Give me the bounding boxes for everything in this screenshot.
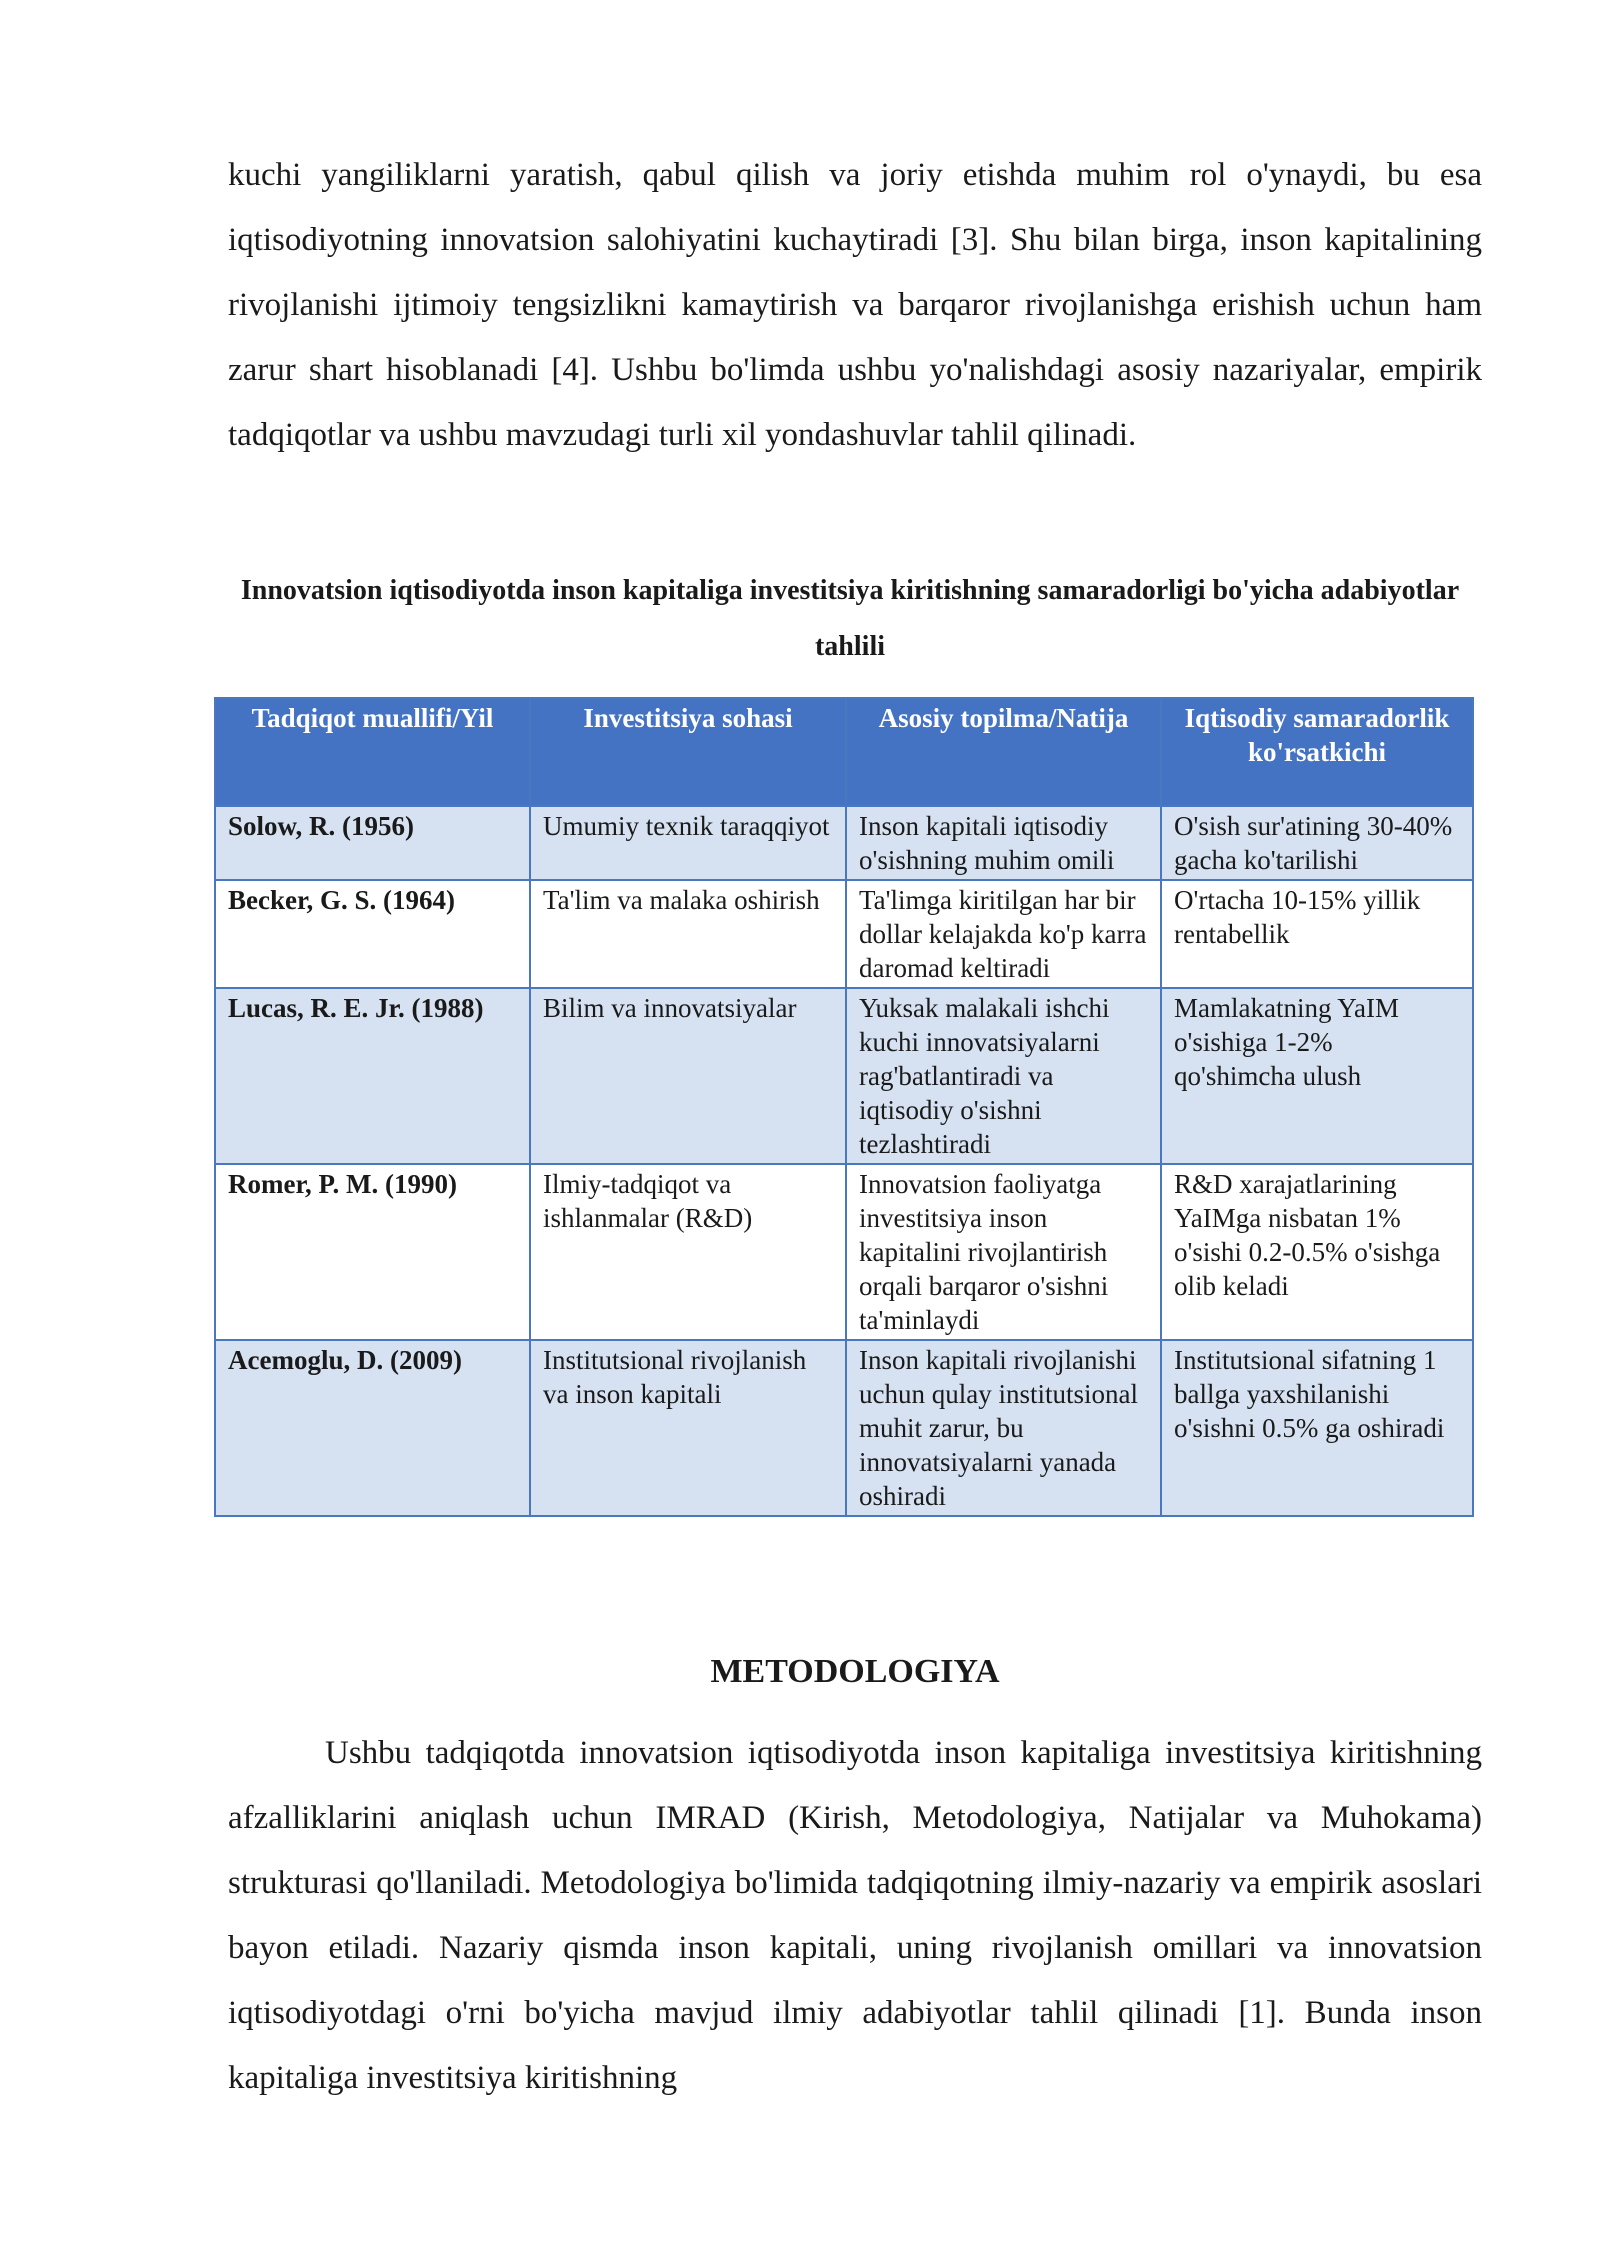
intro-text bbox=[228, 143, 1482, 468]
author-cell: Lucas, R. E. Jr. (1988) bbox=[215, 988, 530, 1164]
method-text bbox=[228, 1721, 1482, 2111]
literature-table bbox=[214, 697, 1474, 1517]
finding-cell: Ta'limga kiritilgan har bir dollar kelajakda ko'p karra daromad keltiradi bbox=[846, 880, 1161, 988]
area-cell: Institutsional rivojlanish va inson kapitali bbox=[530, 1340, 846, 1516]
area-cell: Ilmiy-tadqiqot va ishlanmalar (R&D) bbox=[530, 1164, 846, 1340]
finding-cell: Inson kapitali rivojlanishi uchun qulay institutsional muhit zarur, bu innovatsiyalarni yanada oshiradi bbox=[846, 1340, 1161, 1516]
author-cell: Romer, P. M. (1990) bbox=[215, 1164, 530, 1340]
table-header-row bbox=[215, 698, 1473, 806]
indicator-cell: R&D xarajatlarining YaIMga nisbatan 1% o'sishi 0.2-0.5% o'sishga olib keladi bbox=[1161, 1164, 1473, 1340]
header-efficiency-indicator: Iqtisodiy samaradorlik ko'rsatkichi bbox=[1161, 698, 1473, 806]
area-cell: Bilim va innovatsiyalar bbox=[530, 988, 846, 1164]
indicator-cell: O'rtacha 10-15% yillik rentabellik bbox=[1161, 880, 1473, 988]
area-cell: Umumiy texnik taraqqiyot bbox=[530, 806, 846, 880]
finding-cell: Yuksak malakali ishchi kuchi innovatsiyalarni rag'batlantiradi va iqtisodiy o'sishni tezlashtiradi bbox=[846, 988, 1161, 1164]
table-row bbox=[215, 1164, 1473, 1340]
table-row bbox=[215, 806, 1473, 880]
table-row bbox=[215, 988, 1473, 1164]
indicator-cell: Mamlakatning YaIM o'sishiga 1-2% qo'shimcha ulush bbox=[1161, 988, 1473, 1164]
table-row bbox=[215, 1340, 1473, 1516]
indicator-cell: Institutsional sifatning 1 ballga yaxshilanishi o'sishni 0.5% ga oshiradi bbox=[1161, 1340, 1473, 1516]
area-cell: Ta'lim va malaka oshirish bbox=[530, 880, 846, 988]
header-main-finding: Asosiy topilma/Natija bbox=[846, 698, 1161, 806]
section-heading: METODOLOGIYA bbox=[710, 1653, 1000, 1690]
author-cell: Acemoglu, D. (2009) bbox=[215, 1340, 530, 1516]
method-paragraph: Ushbu tadqiqotda innovatsion iqtisodiyotda inson kapitaliga investitsiya kiritishning afzalliklarini aniqlash uchun IMRAD (Kirish, Metodologiya, Natijalar va Muhokama) strukturasi qo'llaniladi. Metodologiya bo'limida tadqiqotning ilmiy-nazariy va empirik asoslari bayon etiladi. Nazariy qismda inson kapitali, uning rivojlanish omillari va innovatsion iqtisodiyotdagi o'rni bo'yicha mavjud ilmiy adabiyotlar tahlil qilinadi [1]. Bunda inson kapitaliga investitsiya kiritishning bbox=[228, 1735, 1482, 2096]
finding-cell: Innovatsion faoliyatga investitsiya inson kapitalini rivojlantirish orqali barqaror o'sishni ta'minlaydi bbox=[846, 1164, 1161, 1340]
table-caption: Innovatsion iqtisodiyotda inson kapitaliga investitsiya kiritishning samaradorligi bo'yicha adabiyotlar tahlili bbox=[240, 575, 1460, 662]
finding-cell: Inson kapitali iqtisodiy o'sishning muhim omili bbox=[846, 806, 1161, 880]
intro-paragraph: kuchi yangiliklarni yaratish, qabul qilish va joriy etishda muhim rol o'ynaydi, bu esa iqtisodiyotning innovatsion salohiyatini kuchaytiradi [3]. Shu bilan birga, inson kapitalining rivojlanishi ijtimoiy tengsizlikni kamaytirish va barqaror rivojlanishga erishish uchun ham zarur shart hisoblanadi [4]. Ushbu bo'limda ushbu yo'nalishdagi asosiy nazariyalar, empirik tadqiqotlar va ushbu mavzudagi turli xil yondashuvlar tahlil qilinadi. bbox=[228, 157, 1482, 453]
header-investment-area: Investitsiya sohasi bbox=[530, 698, 846, 806]
author-cell: Becker, G. S. (1964) bbox=[215, 880, 530, 988]
author-cell: Solow, R. (1956) bbox=[215, 806, 530, 880]
header-author-year: Tadqiqot muallifi/Yil bbox=[215, 698, 530, 806]
indicator-cell: O'sish sur'atining 30-40% gacha ko'tarilishi bbox=[1161, 806, 1473, 880]
table-row bbox=[215, 880, 1473, 988]
